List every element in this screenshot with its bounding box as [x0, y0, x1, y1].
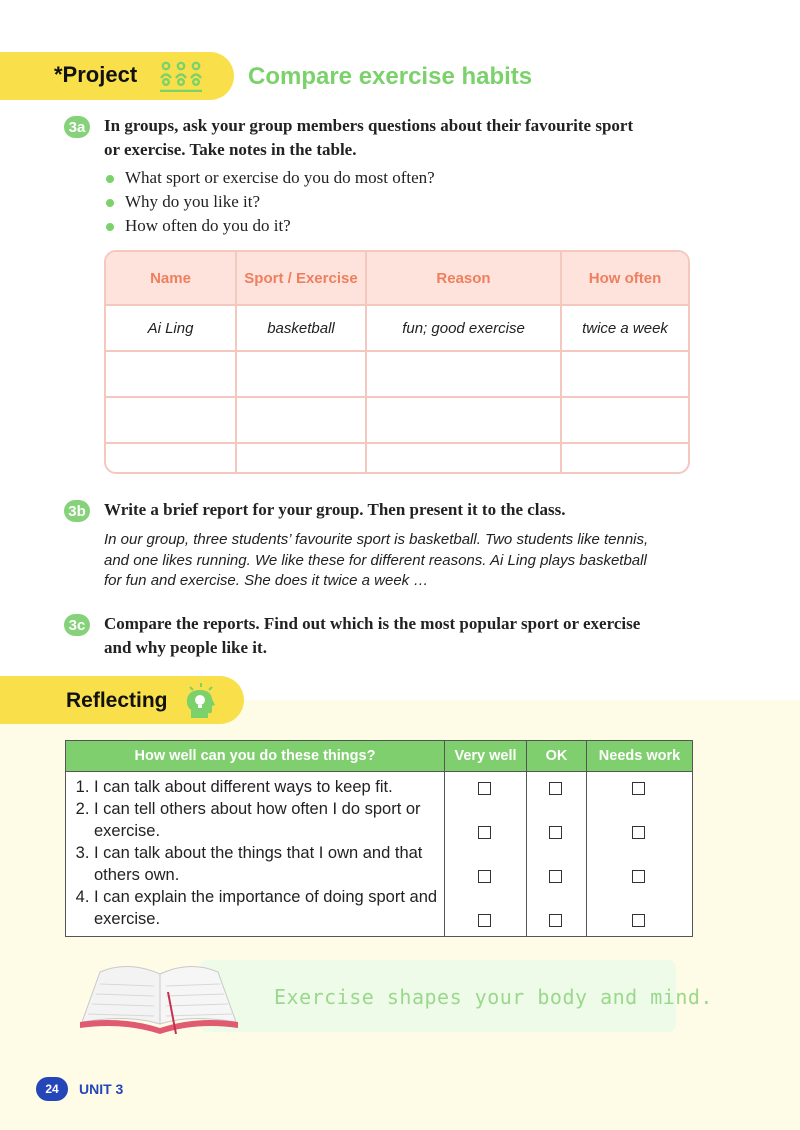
question-item: Why do you like it?	[106, 190, 435, 214]
table-row	[106, 443, 688, 474]
checkbox-ok[interactable]	[549, 914, 562, 927]
task-badge-3a: 3a	[64, 116, 90, 138]
skills-list-cell	[66, 772, 445, 937]
task-3a-instruction	[104, 114, 633, 162]
report-line: In our group, three students’ favourite sport is basketball. Two students like tennis,	[104, 531, 649, 548]
question-item: How often do you do it?	[106, 214, 435, 238]
table-cell: fun; good exercise	[366, 305, 561, 351]
project-label: *Project	[54, 62, 138, 87]
checkbox-ok[interactable]	[549, 870, 562, 883]
column-header-name: Name	[106, 252, 236, 305]
table-cell: basketball	[236, 305, 366, 351]
task-3c-instruction-line1: Compare the reports. Find out which is the most popular sport or exercise	[104, 614, 641, 633]
question-list	[106, 166, 435, 238]
table-cell-empty[interactable]	[236, 443, 366, 474]
table-row	[106, 351, 688, 397]
very-well-column	[445, 772, 527, 937]
self-assessment-table	[65, 740, 693, 937]
checkbox-ok[interactable]	[549, 782, 562, 795]
checkbox-needs-work[interactable]	[632, 826, 645, 839]
table-cell-empty[interactable]	[366, 351, 561, 397]
column-header-how-often: How often	[561, 252, 688, 305]
column-header-skills: How well can you do these things?	[66, 741, 445, 772]
table-cell-empty[interactable]	[106, 443, 236, 474]
table-cell: twice a week	[561, 305, 688, 351]
task-3a-instruction-line2: or exercise. Take notes in the table.	[104, 140, 357, 159]
reflecting-label: Reflecting	[66, 689, 168, 712]
open-book-icon	[78, 952, 240, 1036]
ok-column	[527, 772, 587, 937]
task-badge-3c: 3c	[64, 614, 90, 636]
task-3c-instruction	[104, 612, 640, 660]
group-people-icon	[158, 60, 204, 92]
table-cell-empty[interactable]	[561, 397, 688, 443]
table-cell-empty[interactable]	[106, 397, 236, 443]
column-header-needs-work: Needs work	[587, 741, 693, 772]
table-row	[106, 305, 688, 351]
table-row	[106, 397, 688, 443]
task-badge-3b: 3b	[64, 500, 90, 522]
skill-item: 3. I can talk about the things that I own and that others own.	[94, 842, 444, 886]
column-header-very-well: Very well	[445, 741, 527, 772]
table-cell-empty[interactable]	[366, 397, 561, 443]
table-cell-empty[interactable]	[366, 443, 561, 474]
skill-item: 4. I can explain the importance of doing sport and exercise.	[94, 886, 444, 930]
question-item: What sport or exercise do you do most often?	[106, 166, 435, 190]
skill-item: 2. I can tell others about how often I do sport or exercise.	[94, 798, 444, 842]
task-3b-instruction: Write a brief report for your group. Then present it to the class.	[104, 500, 566, 519]
sample-report	[104, 530, 704, 592]
table-cell-empty[interactable]	[561, 443, 688, 474]
table-cell: Ai Ling	[106, 305, 236, 351]
column-header-ok: OK	[527, 741, 587, 772]
checkbox-very-well[interactable]	[478, 782, 491, 795]
notes-table	[104, 250, 690, 474]
unit-label: UNIT 3	[79, 1081, 124, 1097]
head-lightbulb-icon	[184, 682, 218, 720]
report-line: and one likes running. We like these for different reasons. Ai Ling plays basketball	[104, 551, 647, 569]
page-number: 24	[36, 1077, 68, 1101]
checkbox-ok[interactable]	[549, 826, 562, 839]
checkbox-very-well[interactable]	[478, 826, 491, 839]
checkbox-needs-work[interactable]	[632, 870, 645, 883]
skill-item: 1. I can talk about different ways to keep fit.	[94, 776, 444, 798]
project-title: Compare exercise habits	[248, 63, 533, 90]
column-header-sport: Sport / Exercise	[236, 252, 366, 305]
task-3c-instruction-line2: and why people like it.	[104, 638, 267, 657]
table-cell-empty[interactable]	[106, 351, 236, 397]
skills-list	[66, 776, 444, 930]
motto-text: Exercise shapes your body and mind.	[274, 985, 713, 1009]
checkbox-needs-work[interactable]	[632, 914, 645, 927]
checkbox-very-well[interactable]	[478, 914, 491, 927]
checkbox-needs-work[interactable]	[632, 782, 645, 795]
table-cell-empty[interactable]	[561, 351, 688, 397]
task-3a-instruction-line1: In groups, ask your group members questions about their favourite sport	[104, 116, 634, 135]
report-line: for fun and exercise. She does it twice a week …	[104, 572, 429, 589]
column-header-reason: Reason	[366, 252, 561, 305]
needs-work-column	[587, 772, 693, 937]
checkbox-very-well[interactable]	[478, 870, 491, 883]
table-cell-empty[interactable]	[236, 351, 366, 397]
table-cell-empty[interactable]	[236, 397, 366, 443]
